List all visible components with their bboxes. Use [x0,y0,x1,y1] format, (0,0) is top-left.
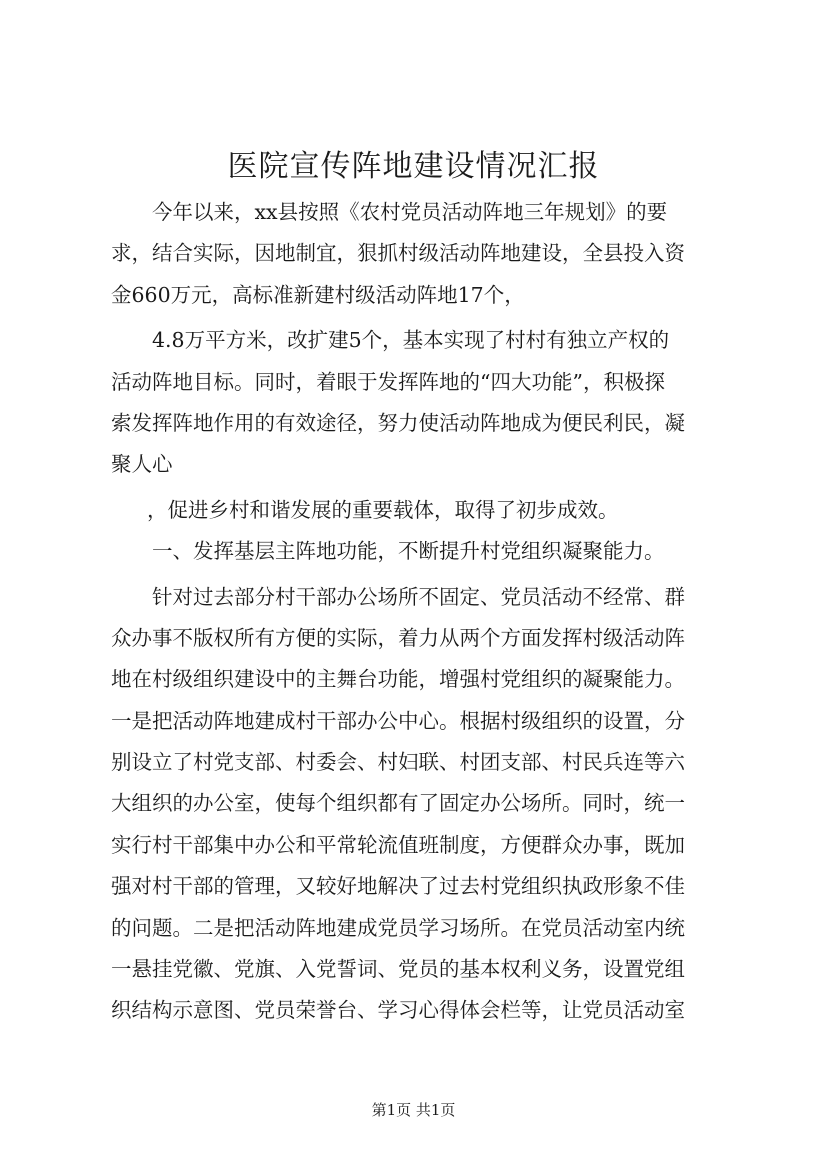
text-line: 实行村干部集中办公和平常轮流值班制度，方便群众办事，既加 [111,832,685,857]
text-line: 一悬挂党徽、党旗、入党誓词、党员的基本权利义务，设置党组 [111,957,685,982]
document-title: 医院宣传阵地建设情况汇报 [227,149,600,184]
text-line: 众办事不版权所有方便的实际，着力从两个方面发挥村级活动阵 [111,625,685,650]
text-line: 的问题。二是把活动阵地建成党员学习场所。在党员活动室内统 [111,915,685,940]
text-line: 活动阵地目标。同时，着眼于发挥阵地的“四大功能”，积极探 [111,369,665,394]
text-line: 一是把活动阵地建成村干部办公中心。根据村级组织的设置，分 [111,708,685,733]
text-line: 别设立了村党支部、村委会、村妇联、村团支部、村民兵连等六 [111,750,685,775]
text-line: ，促进乡村和谐发展的重要载体，取得了初步成效。 [147,497,619,522]
section-heading: 一、发挥基层主阵地功能，不断提升村党组织凝聚能力。 [152,539,665,564]
text-line: 地在村级组织建设中的主舞台功能，增强村党组织的凝聚能力。 [111,667,685,692]
text-line: 4.8万平方米，改扩建5个，基本实现了村村有独立产权的 [152,328,670,353]
document-body [111,192,741,1032]
text-line: 针对过去部分村干部办公场所不固定、党员活动不经常、群 [152,584,685,609]
text-line: 大组织的办公室，使每个组织都有了固定办公场所。同时，统一 [111,791,685,816]
text-line: 金660万元，高标准新建村级活动阵地17个， [111,282,525,307]
text-line: 织结构示意图、党员荣誉台、学习心得体会栏等，让党员活动室 [111,998,685,1023]
text-line: 求，结合实际，因地制宜，狠抓村级活动阵地建设，全县投入资 [111,241,685,266]
text-line: 聚人心 [111,452,173,477]
text-line: 强对村干部的管理，又较好地解决了过去村党组织执政形象不佳 [111,874,685,899]
text-line: 索发挥阵地作用的有效途径，努力使活动阵地成为便民利民，凝 [111,410,685,435]
page-footer: 第1页 共1页 [371,1101,456,1119]
text-line: 今年以来，xx县按照《农村党员活动阵地三年规划》的要 [152,200,668,224]
